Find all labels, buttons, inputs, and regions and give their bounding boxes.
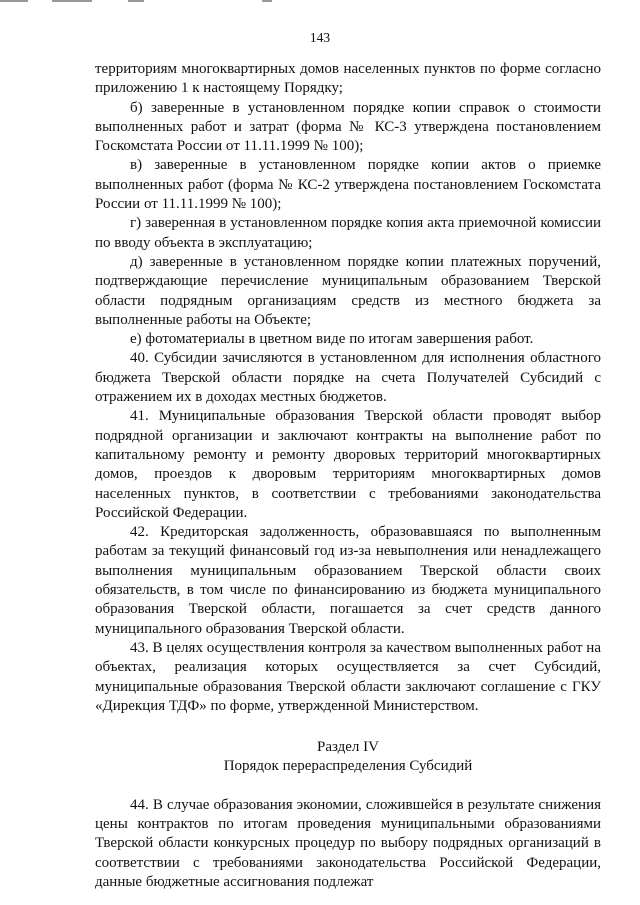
scan-top-edge-marks (0, 0, 640, 4)
paragraph-p42: 42. Кредиторская задолженность, образовавшаяся по выполненным работам за текущий финансовый год из-за невыполнения или ненадлежащего выполнения муниципальным образованием Тверской области своих обязательств, в том числе по финансированию из бюджета муниципального образования Тверской области, погашается за счет средств данного муниципального образования Тверской области. (95, 524, 601, 637)
paragraph-e: е) фотоматериалы в цветном виде по итогам завершения работ. (130, 331, 534, 348)
paragraph-p44: 44. В случае образования экономии, сложившейся в результате снижения цены контрактов по итогам проведения муниципальными образованиями Тверской области конкурсных процедур по выбору подрядных организаций в соответствии с требованиями законодательства Российской Федерации, данные бюджетные ассигнования подлежат (95, 796, 601, 890)
paragraph-b: б) заверенные в установленном порядке копии справок о стоимости выполненных работ и затрат (форма № КС-3 утверждена постановлением Госкомстата России от 11.11.1999 № 100); (95, 99, 601, 155)
paragraph-d: д) заверенные в установленном порядке копии платежных поручений, подтверждающие перечисление муниципальным образованием Тверской области подрядным организациям средств из местного бюджета за выполненные работы на Объекте; (95, 253, 601, 328)
paragraph-g: г) заверенная в установленном порядке копия акта приемочной комиссии по вводу объекта в эксплуатацию; (95, 215, 601, 251)
paragraph-p43: 43. В целях осуществления контроля за качеством выполненных работ на объектах, реализация которых осуществляется за счет Субсидий, муниципальные образования Тверской области заключают соглашение с ГКУ «Дирекция ТДФ» по форме, утвержденной Министерством. (95, 639, 601, 714)
section-number: Раздел IV (316, 739, 379, 756)
paragraph-v: в) заверенные в установленном порядке копии актов о приемке выполненных работ (форма № КС-2 утверждена постановлением Госкомстата России от 11.11.1999 № 100); (95, 157, 601, 213)
section-title: Порядок перераспределения Субсидий (223, 758, 473, 775)
paragraphs-after-section (95, 796, 601, 892)
paragraph-cont: территориям многоквартирных домов населенных пунктов по форме согласно приложению 1 к настоящему Порядку; (95, 61, 601, 97)
paragraph-p41: 41. Муниципальные образования Тверской области проводят выбор подрядной организации и заключают контракты на выполнение работ по капитальному ремонту и ремонту дворовых территорий многоквартирных домов, проездов к дворовым территориям многоквартирных домов населенных пунктов, в соответствии с требованиями законодательства Российской Федерации. (95, 408, 601, 521)
section-spacer (95, 777, 601, 796)
document-body (95, 60, 601, 892)
page-number: 143 (309, 30, 331, 45)
paragraph-p40: 40. Субсидии зачисляются в установленном для исполнения областного бюджета Тверской области порядке на счета Получателей Субсидий с отражением их в доходах местных бюджетов. (95, 350, 601, 406)
paragraphs-before-section (95, 60, 601, 716)
